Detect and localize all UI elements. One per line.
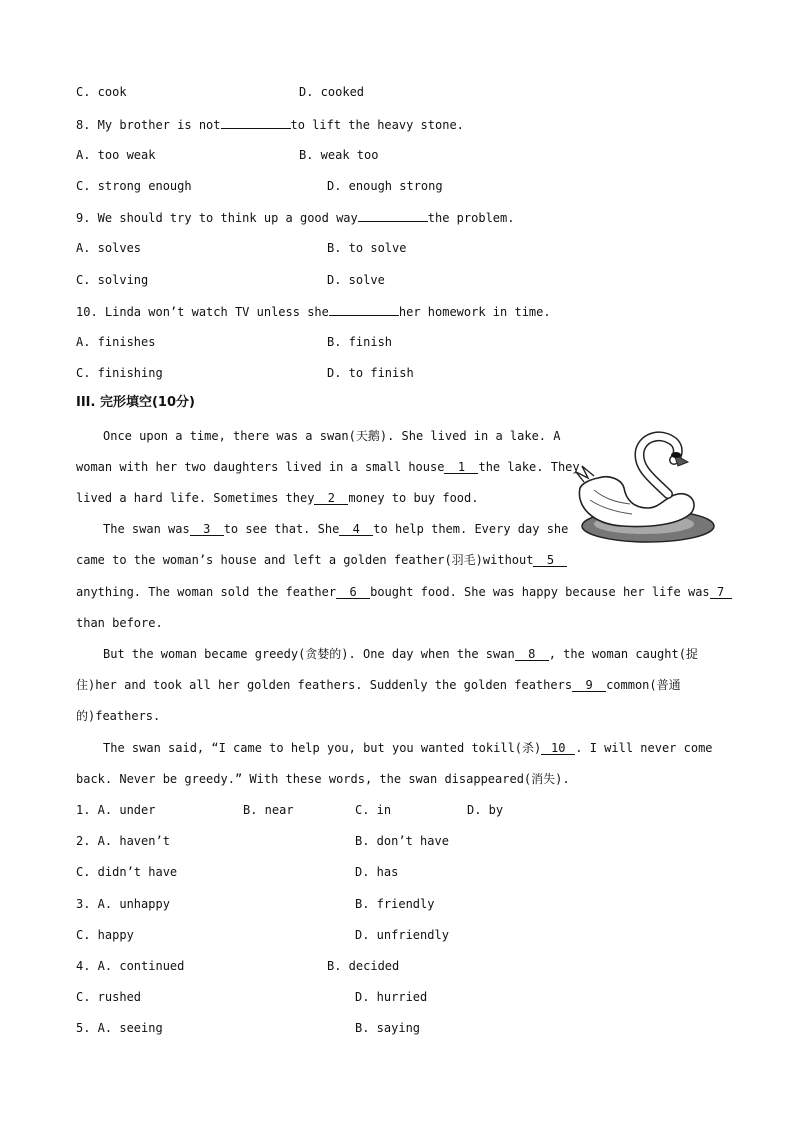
passage-line: 住)her and took all her golden feathers. Suddenly the golden feathers 9 common(普通 [76, 678, 681, 692]
a2-option-d: D. has [355, 865, 399, 879]
a4-option-d: D. hurried [355, 990, 428, 1004]
a3-option-a: 3. A. unhappy [76, 897, 170, 911]
a1-option-c: C. in [355, 803, 392, 817]
blank-number: 1 [444, 461, 478, 474]
q9-option-d: D. solve [327, 273, 385, 287]
passage-line: anything. The woman sold the feather 6 bought food. She was happy because her life was 7 [76, 584, 732, 600]
passage-line: came to the woman’s house and left a golden feather(羽毛)without 5 [76, 552, 567, 568]
blank-number: 9 [572, 679, 606, 692]
question-9: 9. We should try to think up a good way the problem. [76, 211, 515, 225]
q8-option-c: C. strong enough [76, 179, 192, 193]
blank-number: 10 [541, 742, 575, 755]
option-d: D. cooked [299, 85, 365, 99]
answer-blank [329, 303, 399, 316]
a2-option-c: C. didn’t have [76, 865, 178, 879]
answer-blank [221, 116, 291, 129]
q10-option-c: C. finishing [76, 366, 163, 380]
blank-number: 4 [339, 523, 373, 536]
question-10: 10. Linda won’t watch TV unless she her homework in time. [76, 305, 551, 319]
passage-line: lived a hard life. Sometimes they 2 money to buy food. [76, 491, 479, 505]
section-heading: III. 完形填空(10分) [76, 395, 195, 410]
passage-line: The swan was 3 to see that. She 4 to help them. Every day she [103, 522, 569, 536]
a4-option-a: 4. A. continued [76, 959, 185, 973]
question-8: 8. My brother is not to lift the heavy stone. [76, 118, 464, 132]
a3-option-d: D. unfriendly [355, 928, 449, 942]
q9-option-c: C. solving [76, 273, 149, 287]
option-c: C. cook [76, 85, 127, 99]
q10-option-d: D. to finish [327, 366, 414, 380]
blank-number: 8 [515, 648, 549, 661]
passage-line: 的)feathers. [76, 709, 161, 723]
passage-line: The swan said, “I came to help you, but you wanted tokill(杀) 10 . I will never come [103, 741, 713, 755]
passage-line: Once upon a time, there was a swan(天鹅). She lived in a lake. A [103, 429, 561, 443]
q10-option-b: B. finish [327, 335, 393, 349]
swan-illustration [570, 428, 718, 550]
a5-option-b: B. saying [355, 1021, 421, 1035]
passage-line: woman with her two daughters lived in a small house 1 the lake. They [76, 460, 580, 474]
a1-option-a: 1. A. under [76, 803, 156, 817]
a5-option-a: 5. A. seeing [76, 1021, 163, 1035]
q8-option-d: D. enough strong [327, 179, 443, 193]
q8-option-b: B. weak too [299, 148, 379, 162]
a3-option-c: C. happy [76, 928, 134, 942]
a2-option-a: 2. A. haven’t [76, 834, 170, 848]
a4-option-c: C. rushed [76, 990, 142, 1004]
passage-line: back. Never be greedy.” With these words, the swan disappeared(消失). [76, 772, 570, 786]
q10-option-a: A. finishes [76, 335, 156, 349]
q9-option-a: A. solves [76, 241, 142, 255]
a3-option-b: B. friendly [355, 897, 435, 911]
blank-number: 7 [710, 586, 732, 599]
a4-option-b: B. decided [327, 959, 400, 973]
a1-option-b: B. near [243, 803, 294, 817]
q9-option-b: B. to solve [327, 241, 407, 255]
answer-blank [358, 209, 428, 222]
blank-number: 2 [314, 492, 348, 505]
blank-number: 3 [190, 523, 224, 536]
passage-line: than before. [76, 616, 163, 630]
blank-number: 5 [533, 554, 567, 567]
blank-number: 6 [336, 586, 370, 599]
a2-option-b: B. don’t have [355, 834, 449, 848]
a1-option-d: D. by [467, 803, 504, 817]
q8-option-a: A. too weak [76, 148, 156, 162]
passage-line: But the woman became greedy(贪婪的). One day when the swan 8 , the woman caught(捉 [103, 647, 698, 661]
